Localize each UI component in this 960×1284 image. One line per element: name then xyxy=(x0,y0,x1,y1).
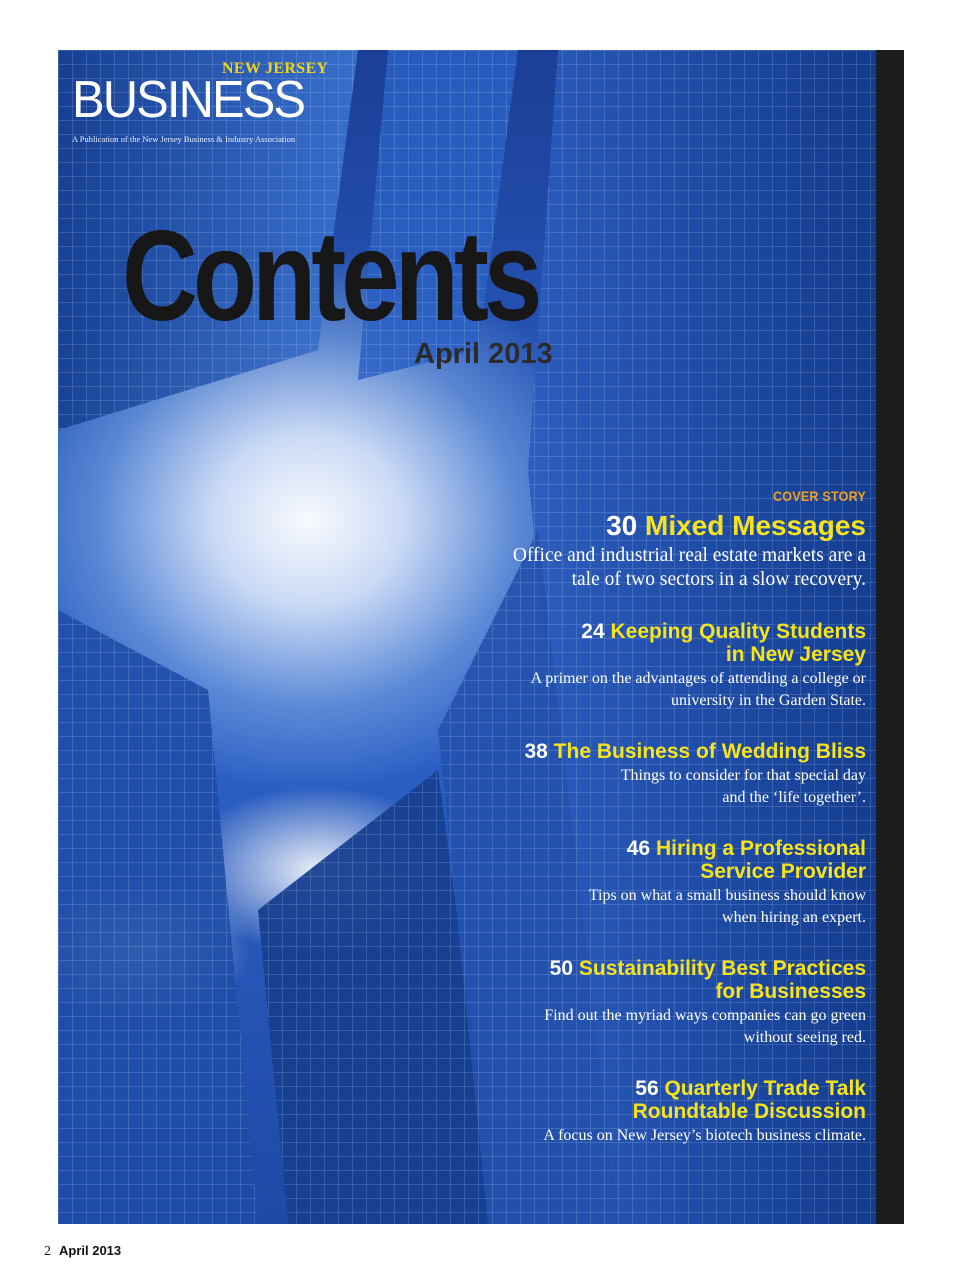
toc-page-number: 24 xyxy=(581,620,605,643)
toc-desc-line: when hiring an expert. xyxy=(722,909,866,926)
toc-entry-title: Hiring a Professional xyxy=(655,837,866,860)
toc-entry-title-line2: in New Jersey xyxy=(725,643,866,666)
footer-page-number: 2 xyxy=(44,1244,51,1259)
toc-entry-heading xyxy=(346,837,866,883)
toc-entry-heading xyxy=(346,510,866,542)
toc-desc-line: Things to consider for that special day xyxy=(620,767,866,784)
toc-page-number: 56 xyxy=(635,1077,659,1100)
toc-desc-line: Office and industrial real estate markets are a xyxy=(512,545,866,566)
toc-desc-line: without seeing red. xyxy=(743,1029,866,1046)
toc-entry-title-line2: Service Provider xyxy=(700,860,866,883)
toc-entry-title: Sustainability Best Practices xyxy=(578,957,866,980)
toc-entry-title: Mixed Messages xyxy=(645,510,866,541)
footer-date: April 2013 xyxy=(59,1243,122,1258)
toc-entry[interactable] xyxy=(346,510,866,592)
toc-entry-description xyxy=(346,765,866,809)
toc-page-number: 38 xyxy=(524,740,548,763)
cover-image-panel xyxy=(58,50,876,1224)
toc-entry-heading xyxy=(346,620,866,666)
toc-entry-heading xyxy=(346,1077,866,1123)
toc-entry-description xyxy=(346,544,866,592)
toc-desc-line: and the ‘life together’. xyxy=(722,789,866,806)
toc-desc-line: Tips on what a small business should know xyxy=(588,887,866,904)
toc-entry-description xyxy=(346,1005,866,1049)
toc-desc-line: Find out the myriad ways companies can go green xyxy=(544,1007,866,1024)
toc-entry-title: Keeping Quality Students xyxy=(610,620,866,643)
toc-entry-description xyxy=(346,885,866,929)
masthead-title: BUSINESS xyxy=(72,71,305,129)
page-footer xyxy=(44,1243,121,1260)
toc-entry[interactable] xyxy=(346,620,866,712)
page-edge-strip xyxy=(876,50,904,1224)
toc-entry-title: Quarterly Trade Talk xyxy=(664,1077,866,1100)
toc-desc-line: A primer on the advantages of attending a college or xyxy=(530,670,866,687)
toc-entry-title-line2: for Businesses xyxy=(715,980,866,1003)
toc-entry[interactable] xyxy=(346,740,866,809)
page-title: Contents xyxy=(122,205,538,348)
toc-page-number: 46 xyxy=(626,837,651,860)
toc-desc-line: university in the Garden State. xyxy=(670,692,866,709)
toc-entry-title: The Business of Wedding Bliss xyxy=(553,740,866,763)
toc-desc-line: A focus on New Jersey’s biotech business climate. xyxy=(543,1127,866,1144)
masthead-state: NEW JERSEY xyxy=(222,60,329,77)
toc-entry-description xyxy=(346,1125,866,1147)
masthead-tagline: A Publication of the New Jersey Business & Industry Association xyxy=(72,134,296,144)
issue-date: April 2013 xyxy=(414,338,553,370)
toc-entry-heading xyxy=(346,740,866,763)
toc-entry-description xyxy=(346,668,866,712)
table-of-contents xyxy=(346,488,866,1175)
cover-story-label: COVER STORY xyxy=(772,488,866,504)
toc-entry-title-line2: Roundtable Discussion xyxy=(632,1100,866,1123)
toc-entry[interactable] xyxy=(346,837,866,929)
toc-entry-heading xyxy=(346,957,866,1003)
toc-entry[interactable] xyxy=(346,957,866,1049)
toc-desc-line: tale of two sectors in a slow recovery. xyxy=(571,569,866,590)
toc-page-number: 30 xyxy=(606,510,638,541)
toc-page-number: 50 xyxy=(549,957,574,980)
toc-entry[interactable] xyxy=(346,1077,866,1147)
